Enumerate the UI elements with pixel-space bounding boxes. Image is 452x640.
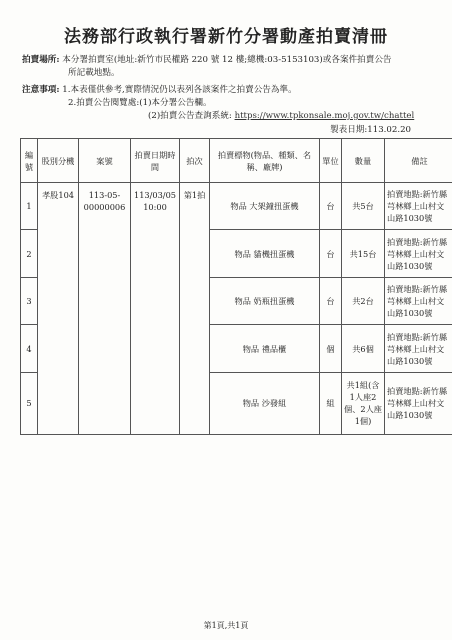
notes-line-1 — [22, 84, 297, 96]
cell-case-no: 113-05-00000006 — [79, 183, 131, 435]
cell-unit: 台 — [320, 277, 342, 324]
venue-line-1 — [22, 54, 392, 66]
item-name: 貓機扭蛋機 — [253, 248, 295, 259]
cell-qty: 共6個 — [342, 325, 385, 372]
page-footer: 第1頁,共1頁 — [203, 621, 249, 630]
cell-qty: 共2台 — [342, 277, 385, 324]
item-kind: 物品 — [234, 296, 251, 307]
cell-item — [210, 230, 320, 277]
notes-item-1: 1.本表僅供參考,實際情況仍以表列各該案件之拍賣公告為準。 — [62, 85, 297, 95]
cell-round: 第1拍 — [180, 183, 210, 435]
item-kind: 物品 — [230, 201, 247, 212]
item-kind: 物品 — [234, 248, 251, 259]
cell-item — [210, 325, 320, 372]
header-no: 編號 — [21, 139, 38, 183]
cell-no: 4 — [21, 325, 38, 372]
auction-table — [20, 138, 452, 435]
item-name: 奶瓶扭蛋機 — [253, 296, 295, 307]
cell-no: 5 — [21, 372, 38, 434]
cell-unit: 台 — [320, 183, 342, 230]
header-case-no: 案號 — [79, 139, 131, 183]
cell-unit: 台 — [320, 230, 342, 277]
cell-item — [210, 277, 320, 324]
venue-label: 拍賣場所: — [22, 55, 60, 65]
cell-remark: 拍賣地點:新竹縣芎林鄉上山村文山路1030號 — [385, 230, 452, 277]
venue-text: 本分署拍賣室(地址:新竹市民權路 220 號 12 樓;總機:03-5153103)或各案件拍賣公告 — [62, 55, 392, 65]
item-kind: 物品 — [242, 343, 260, 354]
cell-no: 3 — [21, 277, 38, 324]
cell-remark: 拍賣地點:新竹縣芎林鄉上山村文山路1030號 — [385, 277, 452, 324]
cell-no: 1 — [21, 183, 38, 230]
header-category: 股別分機 — [38, 139, 79, 183]
cell-auction-time: 113/03/05 10:00 — [131, 183, 180, 435]
cell-category: 孝股104 — [38, 183, 79, 435]
cell-no: 2 — [21, 230, 38, 277]
header-unit: 單位 — [320, 139, 342, 183]
cell-item — [210, 372, 320, 434]
table-row — [21, 183, 452, 230]
date-line: 製表日期:113.02.20 — [330, 125, 412, 135]
item-kind: 物品 — [242, 398, 260, 409]
cell-remark: 拍賣地點:新竹縣芎林鄉上山村文山路1030號 — [385, 183, 452, 230]
cell-item — [210, 183, 320, 230]
header-auction-time: 拍賣日期時間 — [131, 139, 180, 183]
venue-line-2: 所記載地點。 — [68, 68, 120, 78]
header-item: 拍賣標物(物品、種類、名稱、廠牌) — [210, 139, 320, 183]
header-qty: 數量 — [342, 139, 385, 183]
cell-unit: 組 — [320, 372, 342, 434]
item-name: 沙發組 — [261, 398, 287, 409]
page-title: 法務部行政執行署新竹分署動產拍賣清冊 — [64, 27, 388, 47]
notes-item-2: 2.拍賣公告閱覽處:(1)本分署公告欄。 — [68, 98, 212, 108]
cell-qty: 共1組(含1人座2個、2人座1個) — [342, 372, 385, 434]
notes-label: 注意事項: — [22, 85, 60, 95]
cell-qty: 共5台 — [342, 183, 385, 230]
notes-item-3: (2)拍賣公告查詢系統: — [148, 111, 232, 121]
item-name: 禮品櫃 — [261, 343, 287, 354]
auction-system-link[interactable]: https://www.tpkonsale.moj.gov.tw/chattel — [234, 111, 415, 121]
header-remark: 備註 — [385, 139, 452, 183]
notes-line-3 — [148, 110, 414, 122]
cell-remark: 拍賣地點:新竹縣芎林鄉上山村文山路1030號 — [385, 325, 452, 372]
table-header-row — [21, 139, 452, 183]
item-name: 大架鐘扭蛋機 — [249, 201, 299, 212]
cell-unit: 個 — [320, 325, 342, 372]
cell-remark: 拍賣地點:新竹縣芎林鄉上山村文山路1030號 — [385, 372, 452, 434]
cell-qty: 共15台 — [342, 230, 385, 277]
header-round: 拍次 — [180, 139, 210, 183]
